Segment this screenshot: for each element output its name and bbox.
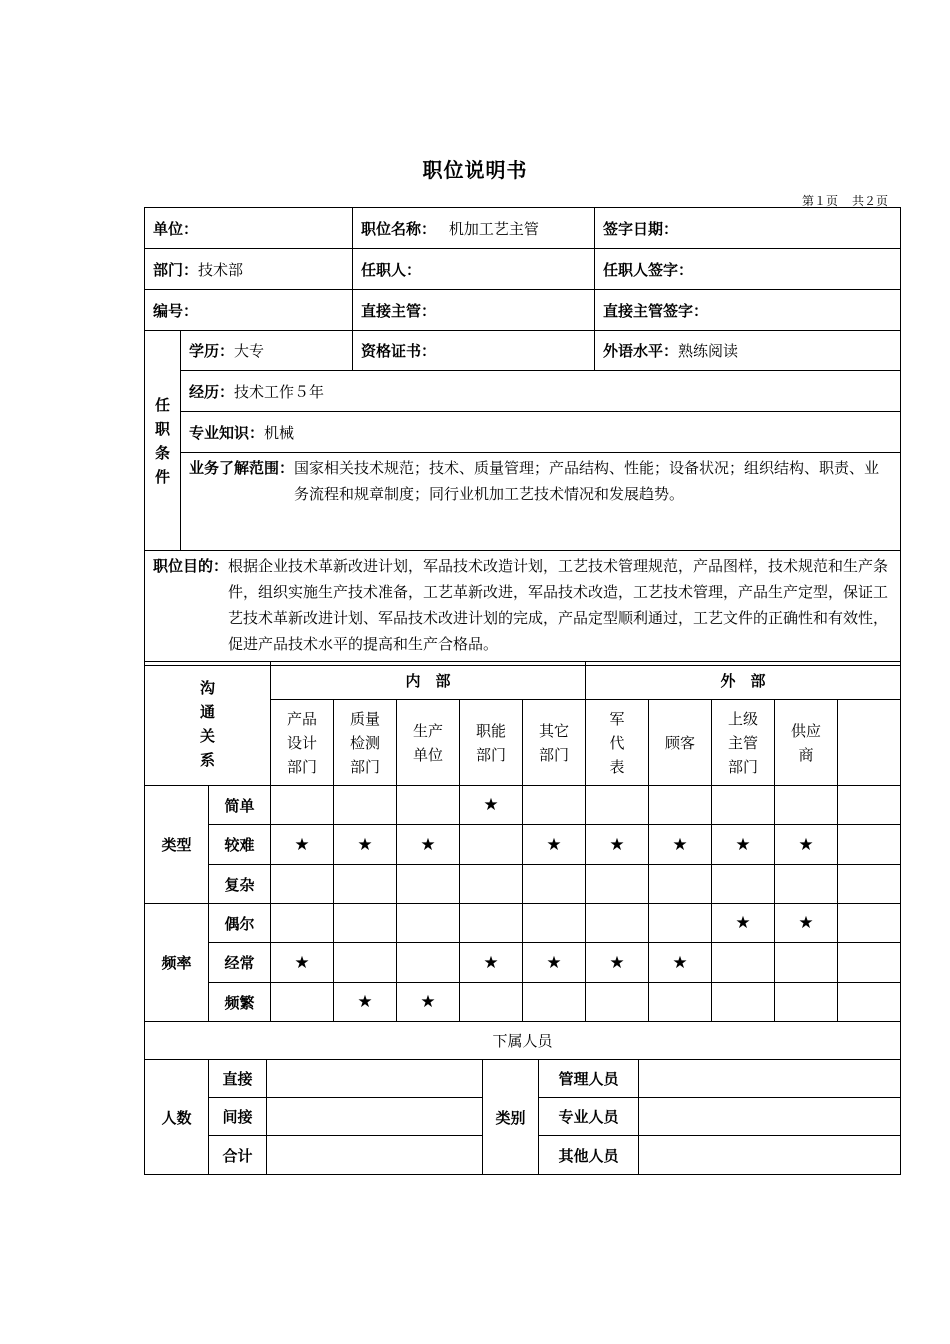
supervisor-sign-cell — [595, 290, 901, 331]
communication-row-label: 偶尔 — [209, 904, 271, 943]
subordinate-value-cell — [267, 1136, 483, 1175]
star-mark: ★ — [523, 943, 586, 983]
mark-cell — [838, 786, 901, 825]
mark-cell — [334, 904, 397, 943]
category-row-label: 其他人员 — [539, 1136, 639, 1175]
education-label: 学历： — [189, 342, 235, 360]
subordinates-title: 下属人员 — [145, 1022, 901, 1060]
knowledge-cell — [181, 412, 901, 453]
star-mark: ★ — [586, 825, 649, 865]
mark-cell — [586, 983, 649, 1022]
mark-cell — [586, 865, 649, 904]
star-mark: ★ — [649, 943, 712, 983]
knowledge-label: 专业知识： — [189, 423, 265, 442]
category-value-cell — [639, 1098, 901, 1136]
requirements-char: 职 — [154, 419, 170, 438]
education-value: 大专 — [234, 342, 265, 360]
subordinate-row-label: 间接 — [209, 1098, 267, 1136]
knowledge-value: 机械 — [264, 423, 295, 442]
star-mark: ★ — [586, 943, 649, 983]
unit-cell — [145, 208, 353, 249]
position-name-label: 职位名称： — [361, 219, 437, 238]
subordinate-value-cell — [267, 1060, 483, 1098]
mark-cell — [397, 865, 460, 904]
mark-cell — [775, 983, 838, 1022]
mark-cell — [586, 904, 649, 943]
mark-cell — [460, 865, 523, 904]
star-mark: ★ — [334, 825, 397, 865]
position-name-value: 机加工艺主管 — [448, 219, 539, 238]
mark-cell — [649, 786, 712, 825]
sign-date-cell — [595, 208, 901, 249]
star-mark: ★ — [775, 904, 838, 943]
unit-label: 单位： — [153, 219, 199, 238]
mark-cell — [775, 786, 838, 825]
requirements-char: 条 — [154, 443, 170, 462]
category-value-cell — [639, 1060, 901, 1098]
column-header: 产品 设计 部门 — [271, 700, 334, 786]
supervisor-label: 直接主管： — [361, 301, 437, 320]
mark-cell — [523, 786, 586, 825]
column-header: 生产 单位 — [397, 700, 460, 786]
mark-cell — [838, 943, 901, 983]
requirements-section-label — [145, 331, 181, 551]
experience-value: 技术工作５年 — [234, 382, 325, 401]
communication-char: 沟 — [200, 678, 216, 697]
purpose-label: 职位目的： — [153, 557, 229, 575]
star-mark: ★ — [334, 983, 397, 1022]
language-label: 外语水平： — [603, 342, 679, 360]
communication-row-label: 经常 — [209, 943, 271, 983]
position-name-cell — [353, 208, 595, 249]
communication-group-label: 频率 — [145, 904, 209, 1022]
star-mark: ★ — [775, 825, 838, 865]
subordinate-row-label: 直接 — [209, 1060, 267, 1098]
department-cell — [145, 249, 353, 290]
business-scope-label: 业务了解范围： — [189, 459, 295, 477]
mark-cell — [271, 865, 334, 904]
supervisor-sign-label: 直接主管签字： — [603, 301, 709, 320]
mark-cell — [523, 865, 586, 904]
star-mark: ★ — [271, 943, 334, 983]
education-cell — [181, 331, 353, 371]
star-mark: ★ — [460, 943, 523, 983]
column-header: 军 代 表 — [586, 700, 649, 786]
department-value: 技术部 — [198, 260, 244, 279]
mark-cell — [271, 983, 334, 1022]
department-label: 部门： — [153, 260, 199, 279]
communication-group-label: 类型 — [145, 786, 209, 904]
mark-cell — [838, 825, 901, 865]
category-row-label: 专业人员 — [539, 1098, 639, 1136]
star-mark: ★ — [649, 825, 712, 865]
page-total: 共２页 — [851, 194, 888, 208]
mark-cell — [649, 865, 712, 904]
mark-cell — [838, 865, 901, 904]
mark-cell — [523, 904, 586, 943]
language-value: 熟练阅读 — [678, 342, 739, 360]
number-cell — [145, 290, 353, 331]
mark-cell — [334, 943, 397, 983]
mark-cell — [712, 983, 775, 1022]
business-scope-value: 国家相关技术规范；技术、质量管理；产品结构、性能；设备状况；组织结构、职责、业务流程和规章制度；同行业机加工艺技术情况和发展趋势。 — [294, 459, 880, 503]
holder-sign-cell — [595, 249, 901, 290]
column-header: 供应 商 — [775, 700, 838, 786]
column-header: 职能 部门 — [460, 700, 523, 786]
requirements-char: 任 — [154, 395, 170, 414]
certificate-label: 资格证书： — [361, 342, 437, 360]
mark-cell — [271, 904, 334, 943]
external-header: 外 部 — [586, 662, 901, 700]
column-header: 顾客 — [649, 700, 712, 786]
communication-row-label: 简单 — [209, 786, 271, 825]
mark-cell — [712, 786, 775, 825]
star-mark: ★ — [397, 983, 460, 1022]
supervisor-cell — [353, 290, 595, 331]
star-mark: ★ — [397, 825, 460, 865]
mark-cell — [460, 983, 523, 1022]
mark-cell — [334, 865, 397, 904]
mark-cell — [838, 983, 901, 1022]
communication-char: 系 — [200, 750, 216, 769]
mark-cell — [586, 786, 649, 825]
communication-char: 关 — [200, 726, 216, 745]
basic-info-table — [144, 207, 901, 666]
purpose-cell — [145, 551, 901, 666]
business-scope-cell — [181, 453, 901, 551]
column-header: 质量 检测 部门 — [334, 700, 397, 786]
requirements-char: 件 — [154, 467, 170, 486]
star-mark: ★ — [460, 786, 523, 825]
mark-cell — [334, 786, 397, 825]
column-header: 其它 部门 — [523, 700, 586, 786]
communication-row-label: 较难 — [209, 825, 271, 865]
certificate-cell — [353, 331, 595, 371]
mark-cell — [460, 904, 523, 943]
internal-header: 内 部 — [271, 662, 586, 700]
mark-cell — [523, 983, 586, 1022]
category-value-cell — [639, 1136, 901, 1175]
category-label: 类别 — [483, 1060, 539, 1175]
communication-table — [144, 661, 901, 1022]
communication-section-label — [145, 662, 271, 786]
communication-row-label: 频繁 — [209, 983, 271, 1022]
mark-cell — [460, 825, 523, 865]
mark-cell — [271, 786, 334, 825]
subordinates-table — [144, 1021, 901, 1175]
mark-cell — [649, 983, 712, 1022]
sign-date-label: 签字日期： — [603, 219, 679, 238]
communication-row-label: 复杂 — [209, 865, 271, 904]
purpose-value: 根据企业技术革新改进计划，军品技术改造计划，工艺技术管理规范，产品图样，技术规范和生产条件，组织实施生产技术准备，工艺革新改进，军品技术改造，工艺技术管理，产品生产定型，保证工艺技术革新改进计划、军品技术改进计划的完成，产品定型顺利通过，工艺文件的正确性和有效性，促进产品技术水平的提高和生产合格品。 — [228, 557, 889, 653]
mark-cell — [712, 943, 775, 983]
mark-cell — [712, 865, 775, 904]
page-number: 第１页 — [801, 194, 838, 208]
holder-sign-label: 任职人签字： — [603, 260, 694, 279]
mark-cell — [775, 943, 838, 983]
star-mark: ★ — [712, 825, 775, 865]
column-header: 上级 主管 部门 — [712, 700, 775, 786]
experience-cell — [181, 371, 901, 412]
subordinate-row-label: 合计 — [209, 1136, 267, 1175]
category-row-label: 管理人员 — [539, 1060, 639, 1098]
experience-label: 经历： — [189, 382, 235, 401]
number-label: 编号： — [153, 301, 199, 320]
holder-label: 任职人： — [361, 260, 422, 279]
mark-cell — [775, 865, 838, 904]
mark-cell — [397, 943, 460, 983]
mark-cell — [397, 904, 460, 943]
subordinate-value-cell — [267, 1098, 483, 1136]
star-mark: ★ — [271, 825, 334, 865]
star-mark: ★ — [712, 904, 775, 943]
headcount-label: 人数 — [145, 1060, 209, 1175]
star-mark: ★ — [523, 825, 586, 865]
mark-cell — [649, 904, 712, 943]
mark-cell — [838, 904, 901, 943]
language-cell — [595, 331, 901, 371]
document-title: 职位说明书 — [422, 158, 528, 182]
column-header-empty — [838, 700, 901, 786]
holder-cell — [353, 249, 595, 290]
communication-char: 通 — [200, 702, 216, 721]
mark-cell — [397, 786, 460, 825]
